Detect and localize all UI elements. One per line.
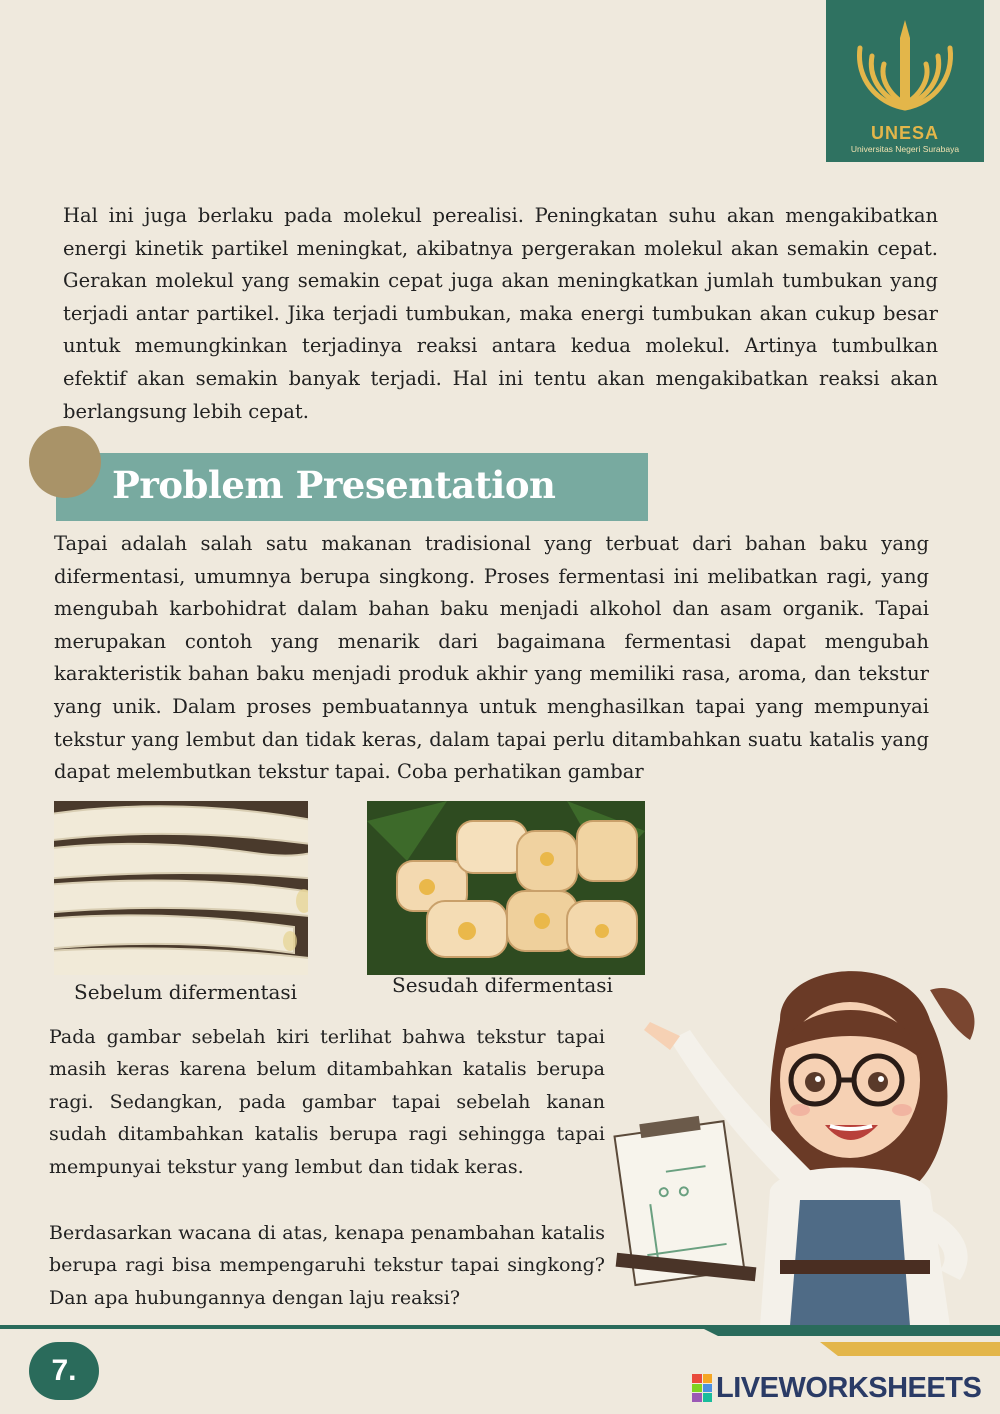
section-bullet [29,426,101,498]
explanation-paragraph: Pada gambar sebelah kiri terlihat bahwa tekstur tapai masih keras karena belum ditambahkan katalis berupa ragi. Sedangkan, pada gambar tapai sebelah kanan sudah ditambahkan katalis berupa ragi sehingga tapai mempunyai tekstur yang lembut dan tidak keras. [49,1026,605,1178]
logo-title: UNESA [870,123,939,143]
section-banner [56,453,648,521]
teacher-illustration [610,960,1000,1326]
caption-after: Sesudah difermentasi [392,973,613,997]
logo-subtitle: Universitas Negeri Surabaya [850,144,960,154]
liveworksheets-label: LIVEWORKSHEETS [716,1371,982,1404]
page-number: 7. [29,1342,99,1400]
footer-stripe-gold [820,1342,1000,1356]
question-paragraph: Berdasarkan wacana di atas, kenapa penambahan katalis berupa ragi bisa mempengaruhi tekstur tapai singkong? Dan apa hubungannya dengan laju reaksi? [49,1222,605,1309]
liveworksheets-icon [692,1374,712,1402]
section-title: Problem Presentation [112,463,556,507]
image-after-fermentation [367,801,645,975]
section-body: Tapai adalah salah satu makanan tradisional yang terbuat dari bahan baku yang difermentasi, umumnya berupa singkong. Proses fermentasi ini melibatkan ragi, yang mengubah karbohidrat dalam bahan baku menjadi alkohol dan asam organik. Tapai merupakan contoh yang menarik dari bagaimana fermentasi dapat mengubah karakteristik bahan baku menjadi produk akhir yang memiliki rasa, aroma, dan tekstur yang unik. Dalam proses pembuatannya untuk menghasilkan tapai yang mempunyai tekstur yang lembut dan tidak keras, dalam tapai perlu ditambahkan suatu katalis yang dapat melembutkan tekstur tapai. Coba perhatikan gambar [54,532,929,784]
caption-before: Sebelum difermentasi [74,980,298,1004]
footer-stripe-green [700,1327,1000,1336]
image-before-fermentation [54,801,308,975]
unesa-logo [826,0,984,162]
intro-paragraph: Hal ini juga berlaku pada molekul perealisi. Peningkatan suhu akan mengakibatkan energi kinetik partikel meningkat, akibatnya pergerakan molekul akan semakin cepat. Gerakan molekul yang semakin cepat juga akan meningkatkan jumlah tumbukan yang terjadi antar partikel. Jika terjadi tumbukan, maka energi tumbukan akan cukup besar untuk memungkinkan terjadinya reaksi antara kedua molekul. Artinya tumbulkan efektif akan semakin banyak terjadi. Hal ini tentu akan mengakibatkan reaksi akan berlangsung lebih cepat. [63,204,938,423]
unesa-emblem-icon [846,18,964,118]
liveworksheets-brand[interactable] [692,1370,981,1406]
